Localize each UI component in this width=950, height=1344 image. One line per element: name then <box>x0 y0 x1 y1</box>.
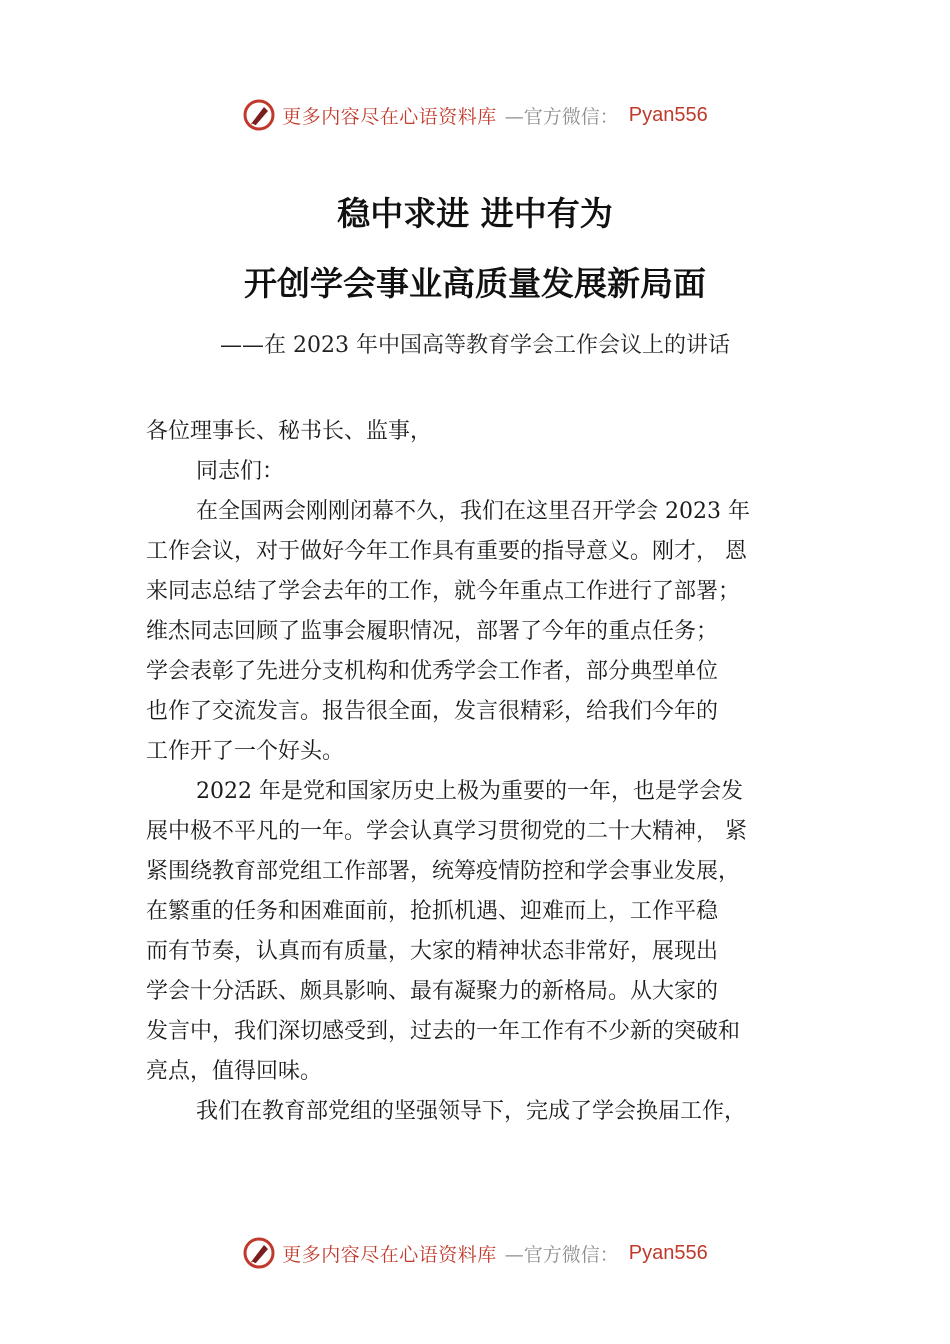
paragraph-line: 我们在教育部党组的坚强领导下，完成了学会换届工作， <box>196 1099 747 1124</box>
page-title-line-1: 稳中求进 进中有为 <box>337 194 613 233</box>
watermark-handle: Pyan556 <box>628 103 708 126</box>
paragraph-line: 展中极不平凡的一年。学会认真学习贯彻党的二十大精神， 紧 <box>146 819 747 844</box>
paragraph-line: 学会十分活跃、颇具影响、最有凝聚力的新格局。从大家的 <box>146 979 719 1004</box>
greeting-line: 同志们： <box>196 459 285 484</box>
footer-watermark-banner <box>0 1233 950 1273</box>
paragraph-line: 维杰同志回顾了监事会履职情况，部署了今年的重点任务； <box>146 619 719 644</box>
paragraph-line: 也作了交流发言。报告很全面，发言很精彩，给我们今年的 <box>146 699 719 724</box>
watermark-handle: Pyan556 <box>628 1241 708 1264</box>
pen-nib-icon <box>242 98 276 132</box>
watermark-text: 更多内容尽在心语资料库 <box>282 105 497 128</box>
paragraph-line: 而有节奏，认真而有质量，大家的精神状态非常好，展现出 <box>146 939 719 964</box>
paragraph-line: 来同志总结了学会去年的工作，就今年重点工作进行了部署； <box>146 579 741 604</box>
paragraph-line: 2022 年是党和国家历史上极为重要的一年，也是学会发 <box>196 779 743 804</box>
paragraph-line: 工作开了一个好头。 <box>146 739 345 764</box>
watermark-separator: —官方微信： <box>504 1243 619 1266</box>
page-title-line-2: 开创学会事业高质量发展新局面 <box>244 264 706 303</box>
paragraph-line: 学会表彰了先进分支机构和优秀学会工作者，部分典型单位 <box>146 659 719 684</box>
paragraph-line: 紧围绕教育部党组工作部署，统筹疫情防控和学会事业发展， <box>146 859 741 884</box>
paragraph-line: 发言中，我们深切感受到，过去的一年工作有不少新的突破和 <box>146 1019 741 1044</box>
watermark-text: 更多内容尽在心语资料库 <box>282 1243 497 1266</box>
salutation-line: 各位理事长、秘书长、监事， <box>146 419 433 444</box>
watermark-separator: —官方微信： <box>504 105 619 128</box>
paragraph-line: 亮点，值得回味。 <box>146 1059 323 1084</box>
page-subtitle: ——在 2023 年中国高等教育学会工作会议上的讲话 <box>220 333 730 358</box>
header-watermark-banner <box>0 95 950 135</box>
pen-nib-icon <box>242 1236 276 1270</box>
paragraph-line: 在全国两会刚刚闭幕不久，我们在这里召开学会 2023 年 <box>196 499 750 524</box>
paragraph-line: 工作会议，对于做好今年工作具有重要的指导意义。刚才， 恩 <box>146 539 747 564</box>
paragraph-line: 在繁重的任务和困难面前，抢抓机遇、迎难而上，工作平稳 <box>146 899 719 924</box>
